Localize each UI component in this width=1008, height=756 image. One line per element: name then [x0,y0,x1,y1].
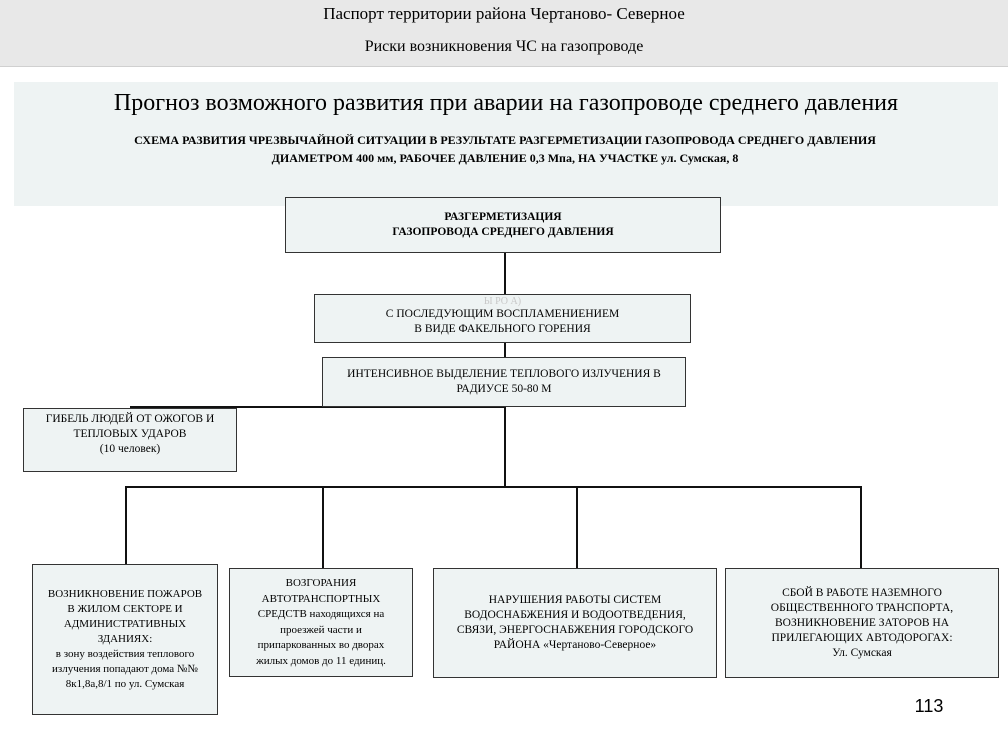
box-utilities-line3: СВЯЗИ, ЭНЕРГОСНАБЖЕНИЯ ГОРОДСКОГО [456,624,694,636]
box-radiation [322,357,686,407]
box-transport [725,568,999,678]
connector-top [504,252,506,295]
page-title: Прогноз возможного развития при аварии на газопроводе среднего давления [113,90,899,116]
connector-drop-transport [860,486,862,568]
box-vehicles-line3: СРЕДСТВ находящихся на [257,608,385,620]
scheme-subtitle [40,131,970,167]
box-fires-line1: ВОЗНИКНОВЕНИЕ ПОЖАРОВ [47,588,203,600]
box-vehicles-line1: ВОЗГОРАНИЯ [285,577,357,589]
box-depressurization-line2: ГАЗОПРОВОДА СРЕДНЕГО ДАВЛЕНИЯ [392,226,614,238]
box-radiation-line2: РАДИУСЕ 50-80 М [456,383,552,395]
box-vehicles [229,568,413,677]
connector-drop-utilities [576,486,578,568]
box-fires-line5: в зону воздействия теплового [55,648,195,660]
box-deaths [23,408,237,472]
box-transport-line3: ВОЗНИКНОВЕНИЕ ЗАТОРОВ НА [774,616,950,629]
box-fires-line3: АДМИНИСТРАТИВНЫХ [63,618,187,630]
scheme-subtitle-line1: СХЕМА РАЗВИТИЯ ЧРЕЗВЫЧАЙНОЙ СИТУАЦИИ В РЕЗУЛЬТАТЕ РАЗГЕРМЕТИЗАЦИИ ГАЗОПРОВОДА СРЕДНЕГО ДАВЛЕНИЯ [134,133,876,147]
box-fires-line2: В ЖИЛОМ СЕКТОРЕ И [67,603,183,615]
box-deaths-line1: ГИБЕЛЬ ЛЮДЕЙ ОТ ОЖОГОВ И [45,413,215,425]
box-utilities-line4: РАЙОНА «Чертаново-Северное» [493,639,657,651]
box-vehicles-line2: АВТОТРАНСПОРТНЫХ [261,592,381,605]
box-utilities [433,568,717,678]
box-radiation-line1: ИНТЕНСИВНОЕ ВЫДЕЛЕНИЕ ТЕПЛОВОГО ИЗЛУЧЕНИЯ В [347,368,661,380]
box-transport-line5: Ул. Сумская [832,646,892,659]
connector-bus [125,486,862,488]
page-number: 113 [914,696,944,716]
box-transport-line1: СБОЙ В РАБОТЕ НАЗЕМНОГО [782,586,942,599]
box-depressurization [285,197,721,253]
connector-mid [504,342,506,357]
box-fires [32,564,218,715]
box-ignition-line1: С ПОСЛЕДУЮЩИМ ВОСПЛАМЕНИЕНИЕМ [385,308,620,320]
box-ignition [314,294,691,343]
box-vehicles-line4: проезжей части и [280,623,362,636]
box-fires-line7: 8к1,8а,8/1 по ул. Сумская [65,678,185,690]
connector-drop-vehicles [322,486,324,568]
box-ignition-line2: В ВИДЕ ФАКЕЛЬНОГО ГОРЕНИЯ [414,323,591,335]
box-depressurization-line1: РАЗГЕРМЕТИЗАЦИЯ [444,211,562,223]
box-fires-line4: ЗДАНИЯХ: [97,633,153,645]
box-ignition-ghost: Ы РО А) [483,296,522,307]
box-vehicles-line5: припаркованных во дворах [257,639,385,651]
scheme-subtitle-line2: ДИАМЕТРОМ 400 мм, РАБОЧЕЕ ДАВЛЕНИЕ 0,3 Мпа, НА УЧАСТКЕ ул. Сумская, 8 [271,151,739,165]
connector-drop-fires [125,486,127,564]
box-utilities-line2: ВОДОСНАБЖЕНИЯ И ВОДООТВЕДЕНИЯ, [464,609,686,621]
box-fires-line6: излучения попадают дома №№ [52,663,198,675]
box-deaths-line2: ТЕПЛОВЫХ УДАРОВ [73,428,187,440]
header-title: Паспорт территории района Чертаново- Северное [323,4,685,23]
box-utilities-line1: НАРУШЕНИЯ РАБОТЫ СИСТЕМ [488,594,662,606]
box-vehicles-line6: жилых домов до 11 единиц. [256,654,386,667]
box-transport-line4: ПРИЛЕГАЮЩИХ АВТОДОРОГАХ: [771,631,953,644]
box-deaths-line3: (10 человек) [99,443,161,455]
box-transport-line2: ОБЩЕСТВЕННОГО ТРАНСПОРТА, [770,601,954,614]
connector-trunk [504,406,506,486]
header-subtitle: Риски возникновения ЧС на газопроводе [364,38,644,55]
